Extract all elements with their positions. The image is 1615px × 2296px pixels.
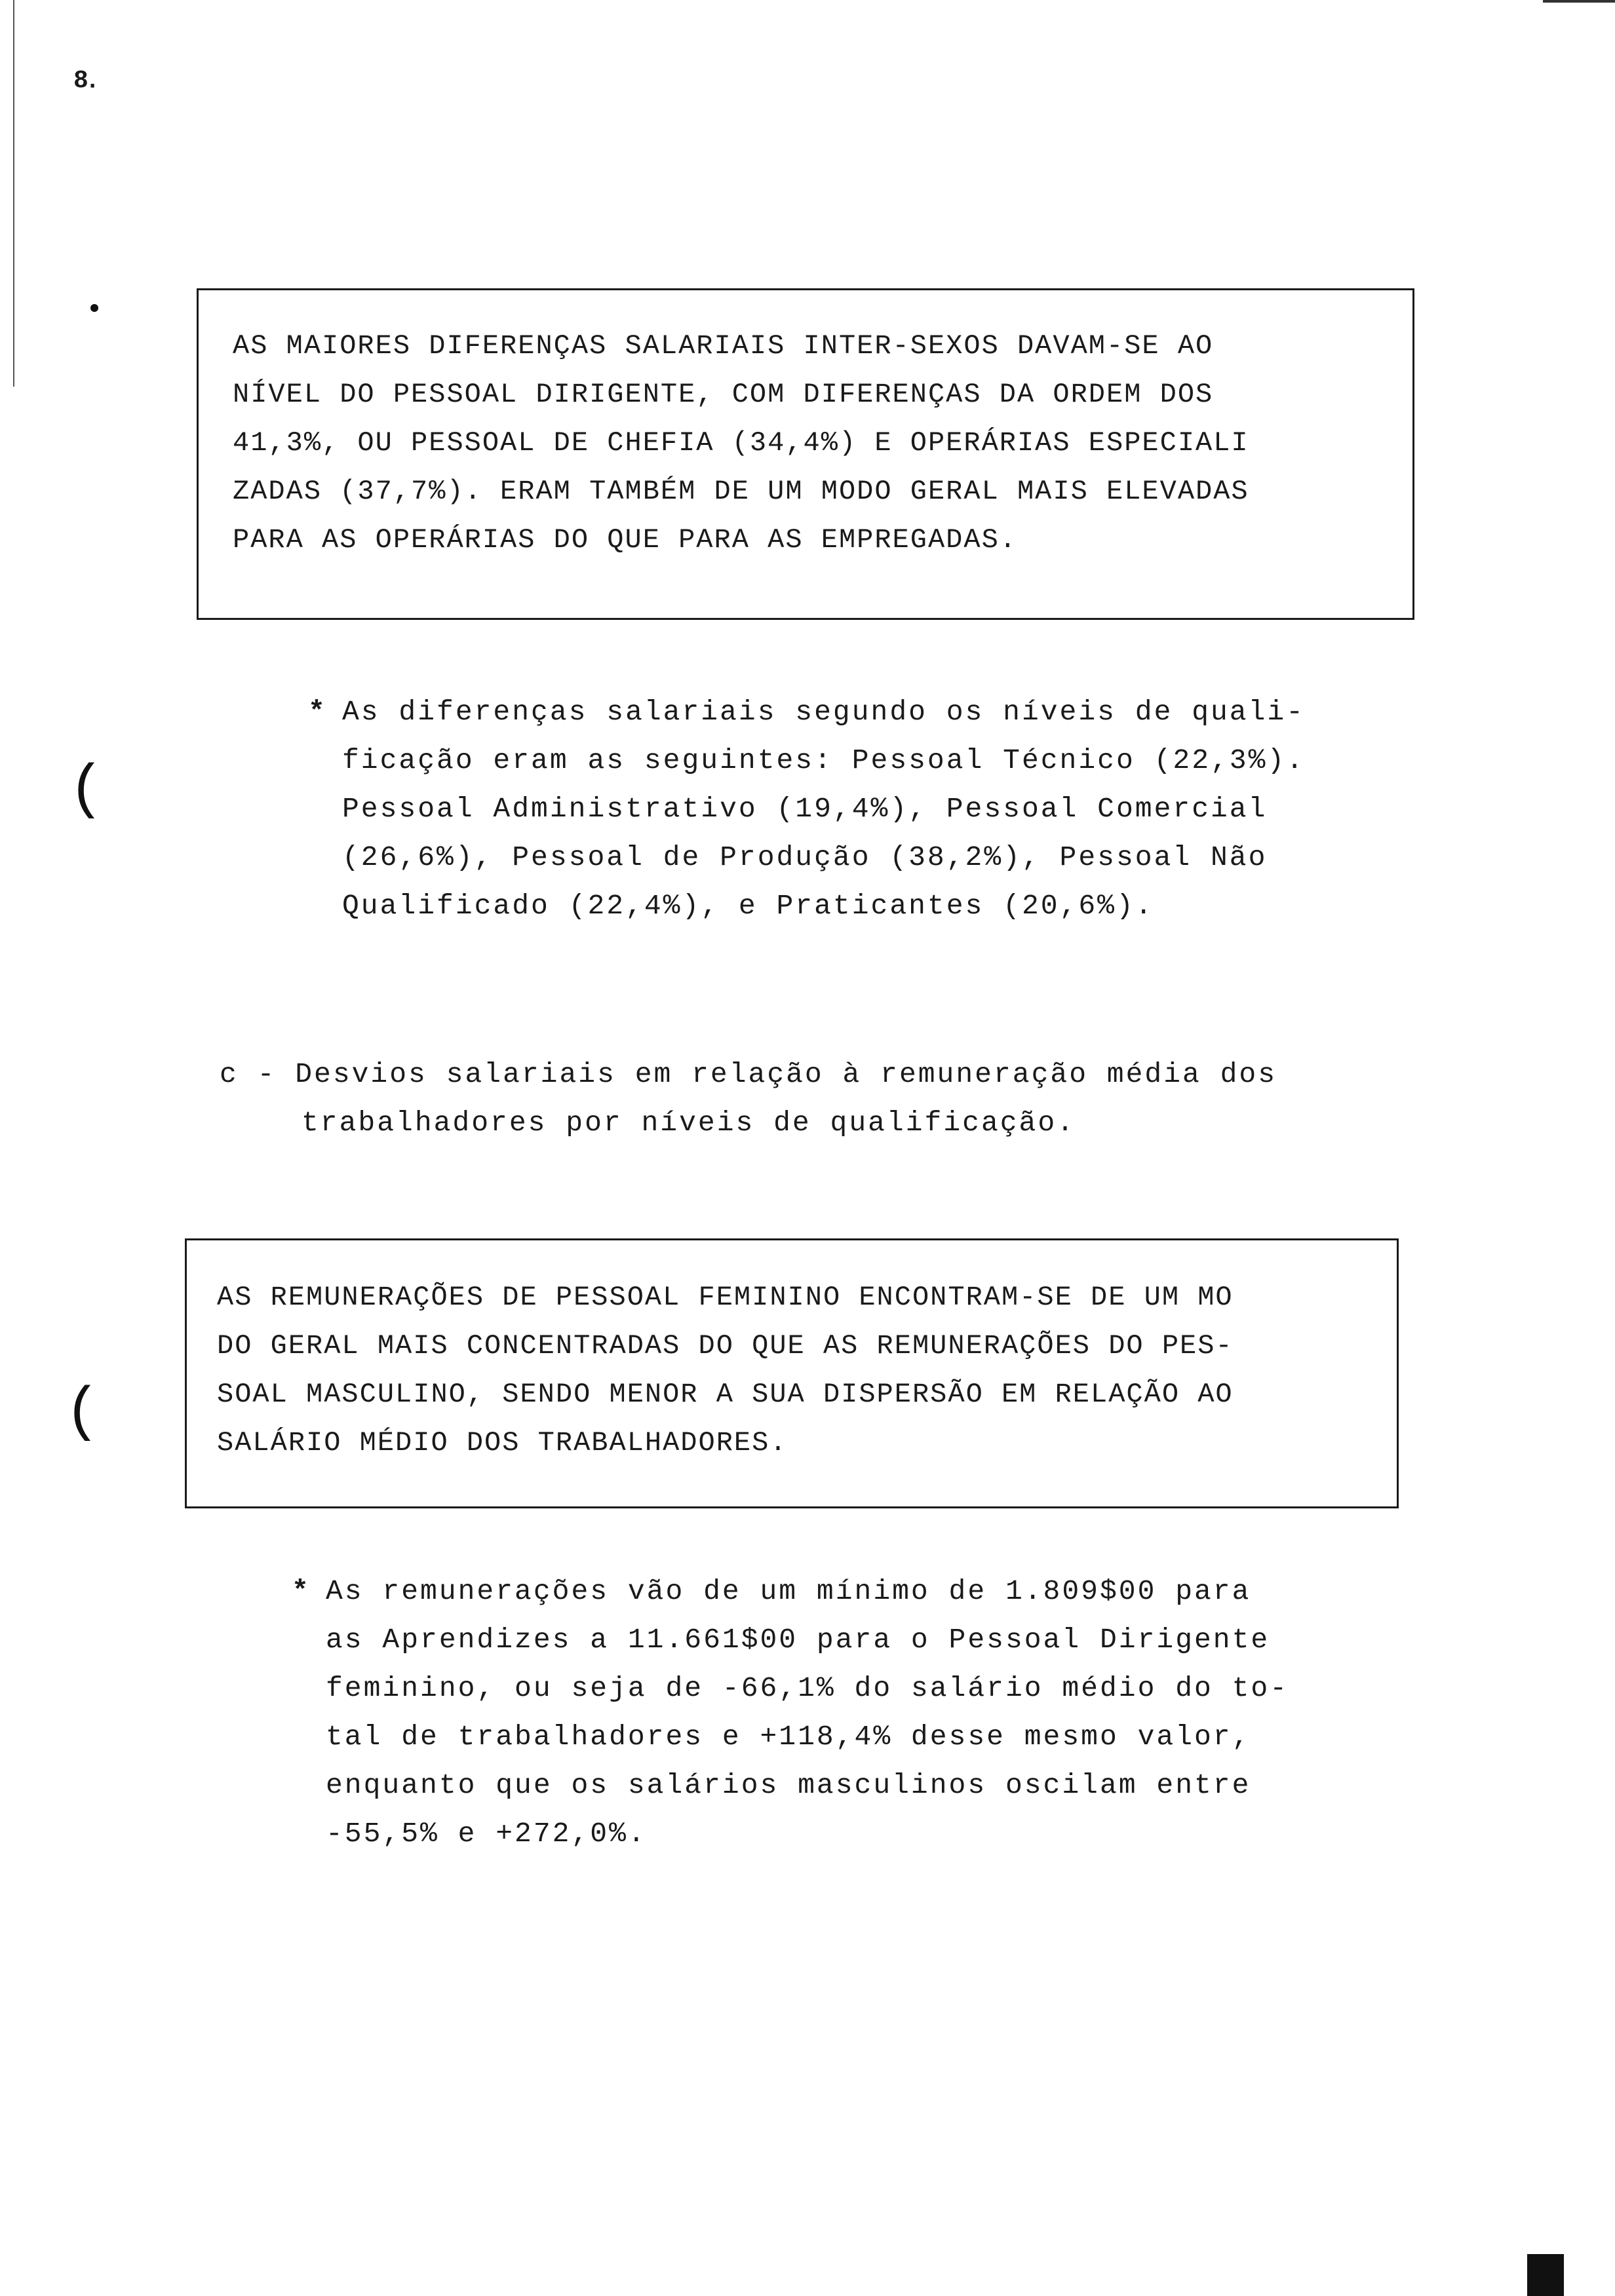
asterisk-bullet-icon: *	[308, 696, 327, 728]
box2-line: SOAL MASCULINO, SENDO MENOR A SUA DISPERSÃO EM RELAÇÃO AO	[217, 1379, 1234, 1410]
box1-line: AS MAIORES DIFERENÇAS SALARIAIS INTER-SEXOS DAVAM-SE AO	[233, 330, 1214, 362]
box2-line: DO GERAL MAIS CONCENTRADAS DO QUE AS REMUNERAÇÕES DO PES-	[217, 1330, 1234, 1362]
highlight-box-female-remuneration	[185, 1238, 1399, 1508]
section-c-line: trabalhadores por níveis de qualificação.	[302, 1107, 1076, 1139]
section-c-line: c - Desvios salariais em relação à remuneração média dos	[220, 1058, 1277, 1090]
scan-artifact	[1527, 2254, 1564, 2296]
bullet2-line: tal de trabalhadores e +118,4% desse mesmo valor,	[326, 1721, 1251, 1753]
bullet1-line: (26,6%), Pessoal de Produção (38,2%), Pessoal Não	[342, 841, 1268, 873]
bullet1-line: Pessoal Administrativo (19,4%), Pessoal Comercial	[342, 793, 1268, 825]
box1-line: 41,3%, OU PESSOAL DE CHEFIA (34,4%) E OPERÁRIAS ESPECIALI	[233, 427, 1249, 459]
box1-line: ZADAS (37,7%). ERAM TAMBÉM DE UM MODO GERAL MAIS ELEVADAS	[233, 476, 1249, 507]
bullet2-line: as Aprendizes a 11.661$00 para o Pessoal Dirigente	[326, 1624, 1270, 1656]
margin-bracket-mark: (	[64, 1378, 101, 1447]
bullet-paragraph-remuneration-range	[292, 1567, 1289, 1858]
box2-line: AS REMUNERAÇÕES DE PESSOAL FEMININO ENCONTRAM-SE DE UM MO	[217, 1282, 1234, 1313]
margin-bracket-mark: (	[68, 756, 105, 824]
section-c-heading	[220, 1050, 1277, 1147]
bullet-paragraph-qualification-differences	[308, 688, 1305, 930]
bullet2-line: feminino, ou seja de -66,1% do salário médio do to-	[326, 1672, 1289, 1704]
box2-line: SALÁRIO MÉDIO DOS TRABALHADORES.	[217, 1427, 788, 1459]
bullet2-line: As remunerações vão de um mínimo de 1.809$00 para	[326, 1575, 1251, 1607]
bullet1-line: Qualificado (22,4%), e Praticantes (20,6%).	[342, 890, 1154, 922]
left-margin-rule	[13, 0, 14, 387]
page-number: 8․	[73, 67, 97, 95]
bullet1-line: As diferenças salariais segundo os níveis de quali-	[342, 696, 1306, 728]
bullet2-line: enquanto que os salários masculinos oscilam entre	[326, 1769, 1251, 1801]
top-right-rule	[1543, 0, 1615, 3]
bullet2-line: -55,5% e +272,0%.	[326, 1818, 647, 1850]
box1-line: PARA AS OPERÁRIAS DO QUE PARA AS EMPREGADAS.	[233, 524, 1017, 556]
margin-dot	[90, 304, 98, 312]
box1-line: NÍVEL DO PESSOAL DIRIGENTE, COM DIFERENÇAS DA ORDEM DOS	[233, 379, 1214, 410]
highlight-box-gender-differences	[197, 288, 1414, 620]
asterisk-bullet-icon: *	[292, 1575, 311, 1607]
bullet1-line: ficação eram as seguintes: Pessoal Técnico (22,3%).	[342, 744, 1306, 776]
